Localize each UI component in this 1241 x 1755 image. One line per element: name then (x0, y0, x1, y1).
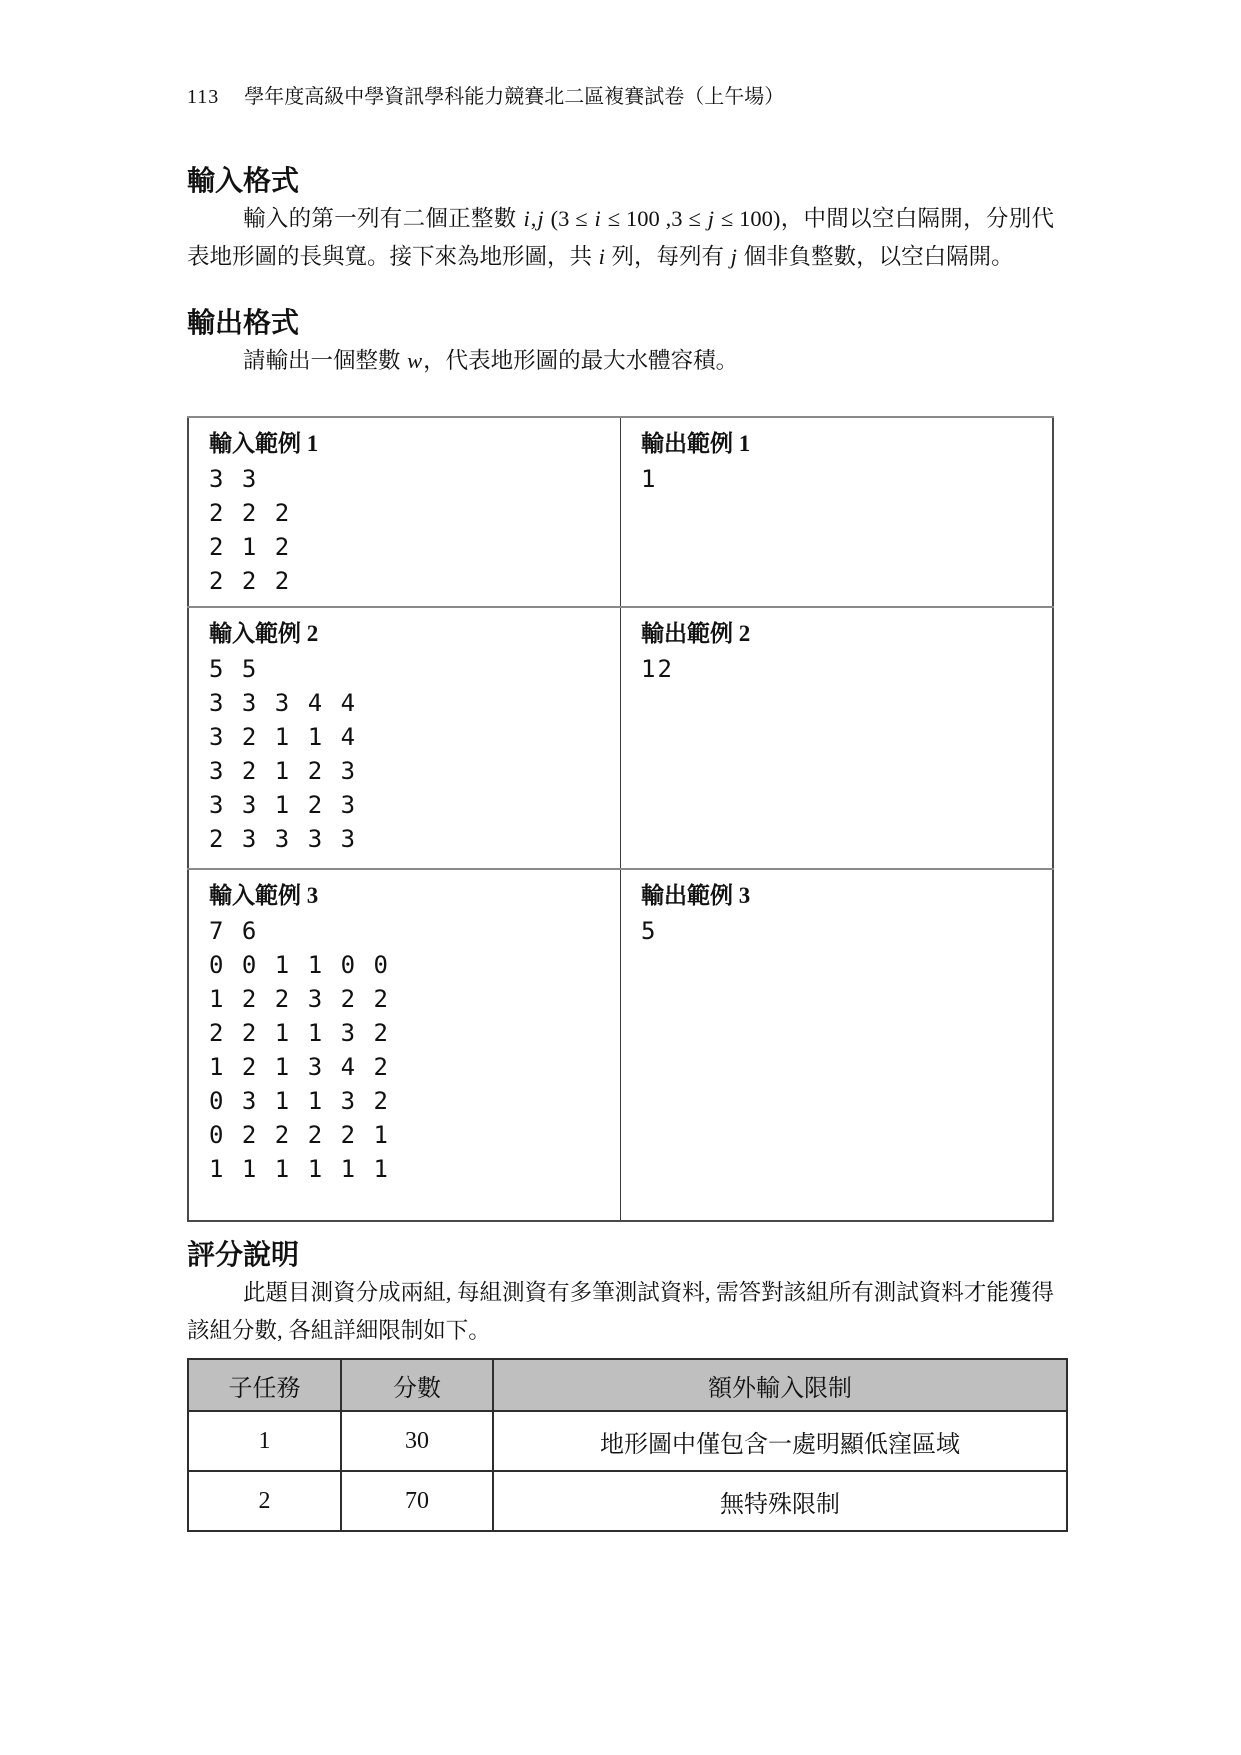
input-line: 7 6 (209, 917, 259, 945)
heading-output-format: 輸出格式 (187, 308, 300, 339)
paragraph-input-format (187, 200, 1054, 276)
input-line: 3 2 1 2 3 (209, 757, 358, 785)
text-run: ≤ 100)，中間以空白隔開，分別代表地形圖的長與寬。接下來為地形圖，共 (187, 206, 1054, 269)
example-2-input-label: 輸入範例 2 (209, 621, 319, 646)
math-var-j: j (730, 244, 737, 269)
scoring-row-2-subtask: 2 (188, 1471, 341, 1531)
example-3-input-cell (188, 869, 621, 1221)
input-line: 1 2 2 3 2 2 (209, 985, 390, 1013)
input-line: 2 2 2 (209, 499, 292, 527)
input-line: 0 0 1 1 0 0 (209, 951, 390, 979)
examples-table (187, 416, 1054, 1222)
scoring-row-1 (188, 1411, 1067, 1471)
example-1-output-label: 輸出範例 1 (641, 431, 751, 456)
input-line: 0 3 1 1 3 2 (209, 1087, 390, 1115)
text-run: 請輸出一個整數 (243, 348, 407, 373)
doc-header (187, 84, 1054, 110)
text-run: , (530, 206, 537, 231)
scoring-header-points: 分數 (341, 1359, 493, 1411)
page-number: 113 (187, 86, 220, 108)
example-1-input-cell (188, 417, 621, 607)
text-run: ≤ 100 ,3 ≤ (601, 206, 707, 231)
input-line: 5 5 (209, 655, 259, 683)
example-2-output-label: 輸出範例 2 (641, 621, 751, 646)
input-line: 1 2 1 3 4 2 (209, 1053, 390, 1081)
scoring-row-1-points: 30 (341, 1411, 493, 1471)
scoring-header-row (188, 1359, 1067, 1411)
math-var-i: i (598, 244, 605, 269)
text-run: ，代表地形圖的最大水體容積。 (423, 348, 739, 373)
output-line: 12 (641, 655, 674, 683)
text-run: 輸入的第一列有二個正整數 (243, 206, 523, 231)
input-line: 3 2 1 1 4 (209, 723, 358, 751)
input-line: 3 3 (209, 465, 259, 493)
scoring-header-subtask: 子任務 (188, 1359, 341, 1411)
math-var-j: j (537, 206, 544, 231)
example-3-output-label: 輸出範例 3 (641, 883, 751, 908)
example-row-3 (188, 869, 1053, 1221)
example-3-output-cell (621, 869, 1054, 1221)
example-row-2 (188, 607, 1053, 869)
scoring-table (187, 1358, 1068, 1532)
paragraph-output-format (187, 342, 1054, 380)
scoring-row-2-limit: 無特殊限制 (493, 1471, 1067, 1531)
input-line: 3 3 1 2 3 (209, 791, 358, 819)
text-run: (3 ≤ (544, 206, 594, 231)
text-run: 個非負整數，以空白隔開。 (737, 244, 1014, 269)
math-var-i: i (594, 206, 601, 231)
example-3-input-label: 輸入範例 3 (209, 883, 319, 908)
math-var-i: i (523, 206, 530, 231)
scoring-row-1-subtask: 1 (188, 1411, 341, 1471)
input-line: 2 1 2 (209, 533, 292, 561)
page-content (187, 0, 1054, 1532)
heading-scoring: 評分說明 (187, 1240, 300, 1271)
scoring-header-limit: 額外輸入限制 (493, 1359, 1067, 1411)
scoring-row-1-limit: 地形圖中僅包含一處明顯低窪區域 (493, 1411, 1067, 1471)
input-line: 3 3 3 4 4 (209, 689, 358, 717)
math-var-j: j (707, 206, 714, 231)
input-line: 2 2 1 1 3 2 (209, 1019, 390, 1047)
math-var-w: w (407, 348, 423, 373)
input-line: 2 2 2 (209, 567, 292, 595)
input-line: 1 1 1 1 1 1 (209, 1155, 390, 1183)
input-line: 0 2 2 2 2 1 (209, 1121, 390, 1149)
output-line: 1 (641, 465, 658, 493)
example-1-input-label: 輸入範例 1 (209, 431, 319, 456)
scoring-row-2 (188, 1471, 1067, 1531)
scoring-row-2-points: 70 (341, 1471, 493, 1531)
example-1-output-cell (621, 417, 1054, 607)
heading-input-format: 輸入格式 (187, 166, 300, 197)
example-row-1 (188, 417, 1053, 607)
doc-title: 學年度高級中學資訊學科能力競賽北二區複賽試卷（上午場） (244, 86, 785, 108)
input-line: 2 3 3 3 3 (209, 825, 358, 853)
text-run: 列，每列有 (605, 244, 730, 269)
example-2-input-cell (188, 607, 621, 869)
output-line: 5 (641, 917, 658, 945)
paragraph-scoring: 此題目測資分成兩組, 每組測資有多筆測試資料, 需答對該組所有測試資料才能獲得該組分數, 各組詳細限制如下。 (187, 1280, 1054, 1343)
example-2-output-cell (621, 607, 1054, 869)
